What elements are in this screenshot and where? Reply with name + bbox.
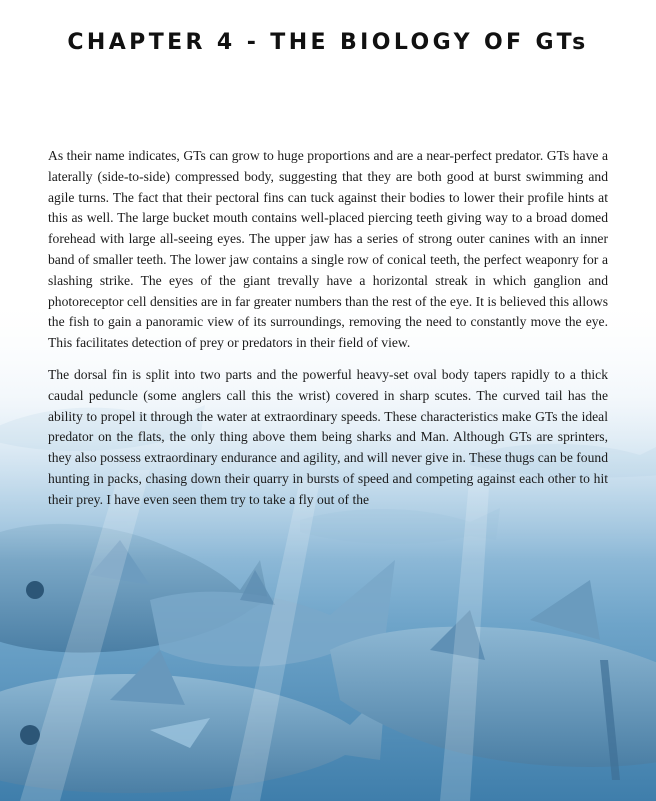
body-text bbox=[48, 146, 608, 522]
paragraph: The dorsal fin is split into two parts and the powerful heavy-set oval body tapers rapidly to a thick caudal peduncle (some anglers call this the wrist) covered in sharp scutes. The curved tail has the ability to propel it through the water at extraordinary speeds. These characteristics make GTs the ideal predator on the flats, the only thing above them being sharks and Man. Although GTs are sprinters, they also possess extraordinary endurance and agility, and will never give in. These thugs can be found hunting in packs, chasing down their quarry in bursts of speed and competing against each other to hit their prey. I have even seen them try to take a fly out of the bbox=[48, 366, 608, 507]
page-title: CHAPTER 4 - THE BIOLOGY OF GTs bbox=[67, 30, 589, 55]
paragraph: As their name indicates, GTs can grow to huge proportions and are a near-perfect predator. GTs have a laterally (side-to-side) compressed body, suggesting that they are both good at burst swimming and agile turns. The fact that their pectoral fins can tuck against their bodies to lower their profile hints at this as well. The large bucket mouth contains well-placed piercing teeth giving way to a broad domed forehead with large all-seeing eyes. The upper jaw has a series of strong outer canines with an inner band of smaller teeth. The lower jaw contains a single row of conical teeth, the perfect weaponry for a slashing strike. The eyes of the giant trevally have a horizontal streak in which ganglion and photoreceptor cell densities are in far greater numbers than the rest of the eye. It is believed this allows the fish to gain a panoramic view of its surroundings, removing the need to constantly move the eye. This facilitates detection of prey or predators in their field of view. bbox=[48, 148, 608, 351]
